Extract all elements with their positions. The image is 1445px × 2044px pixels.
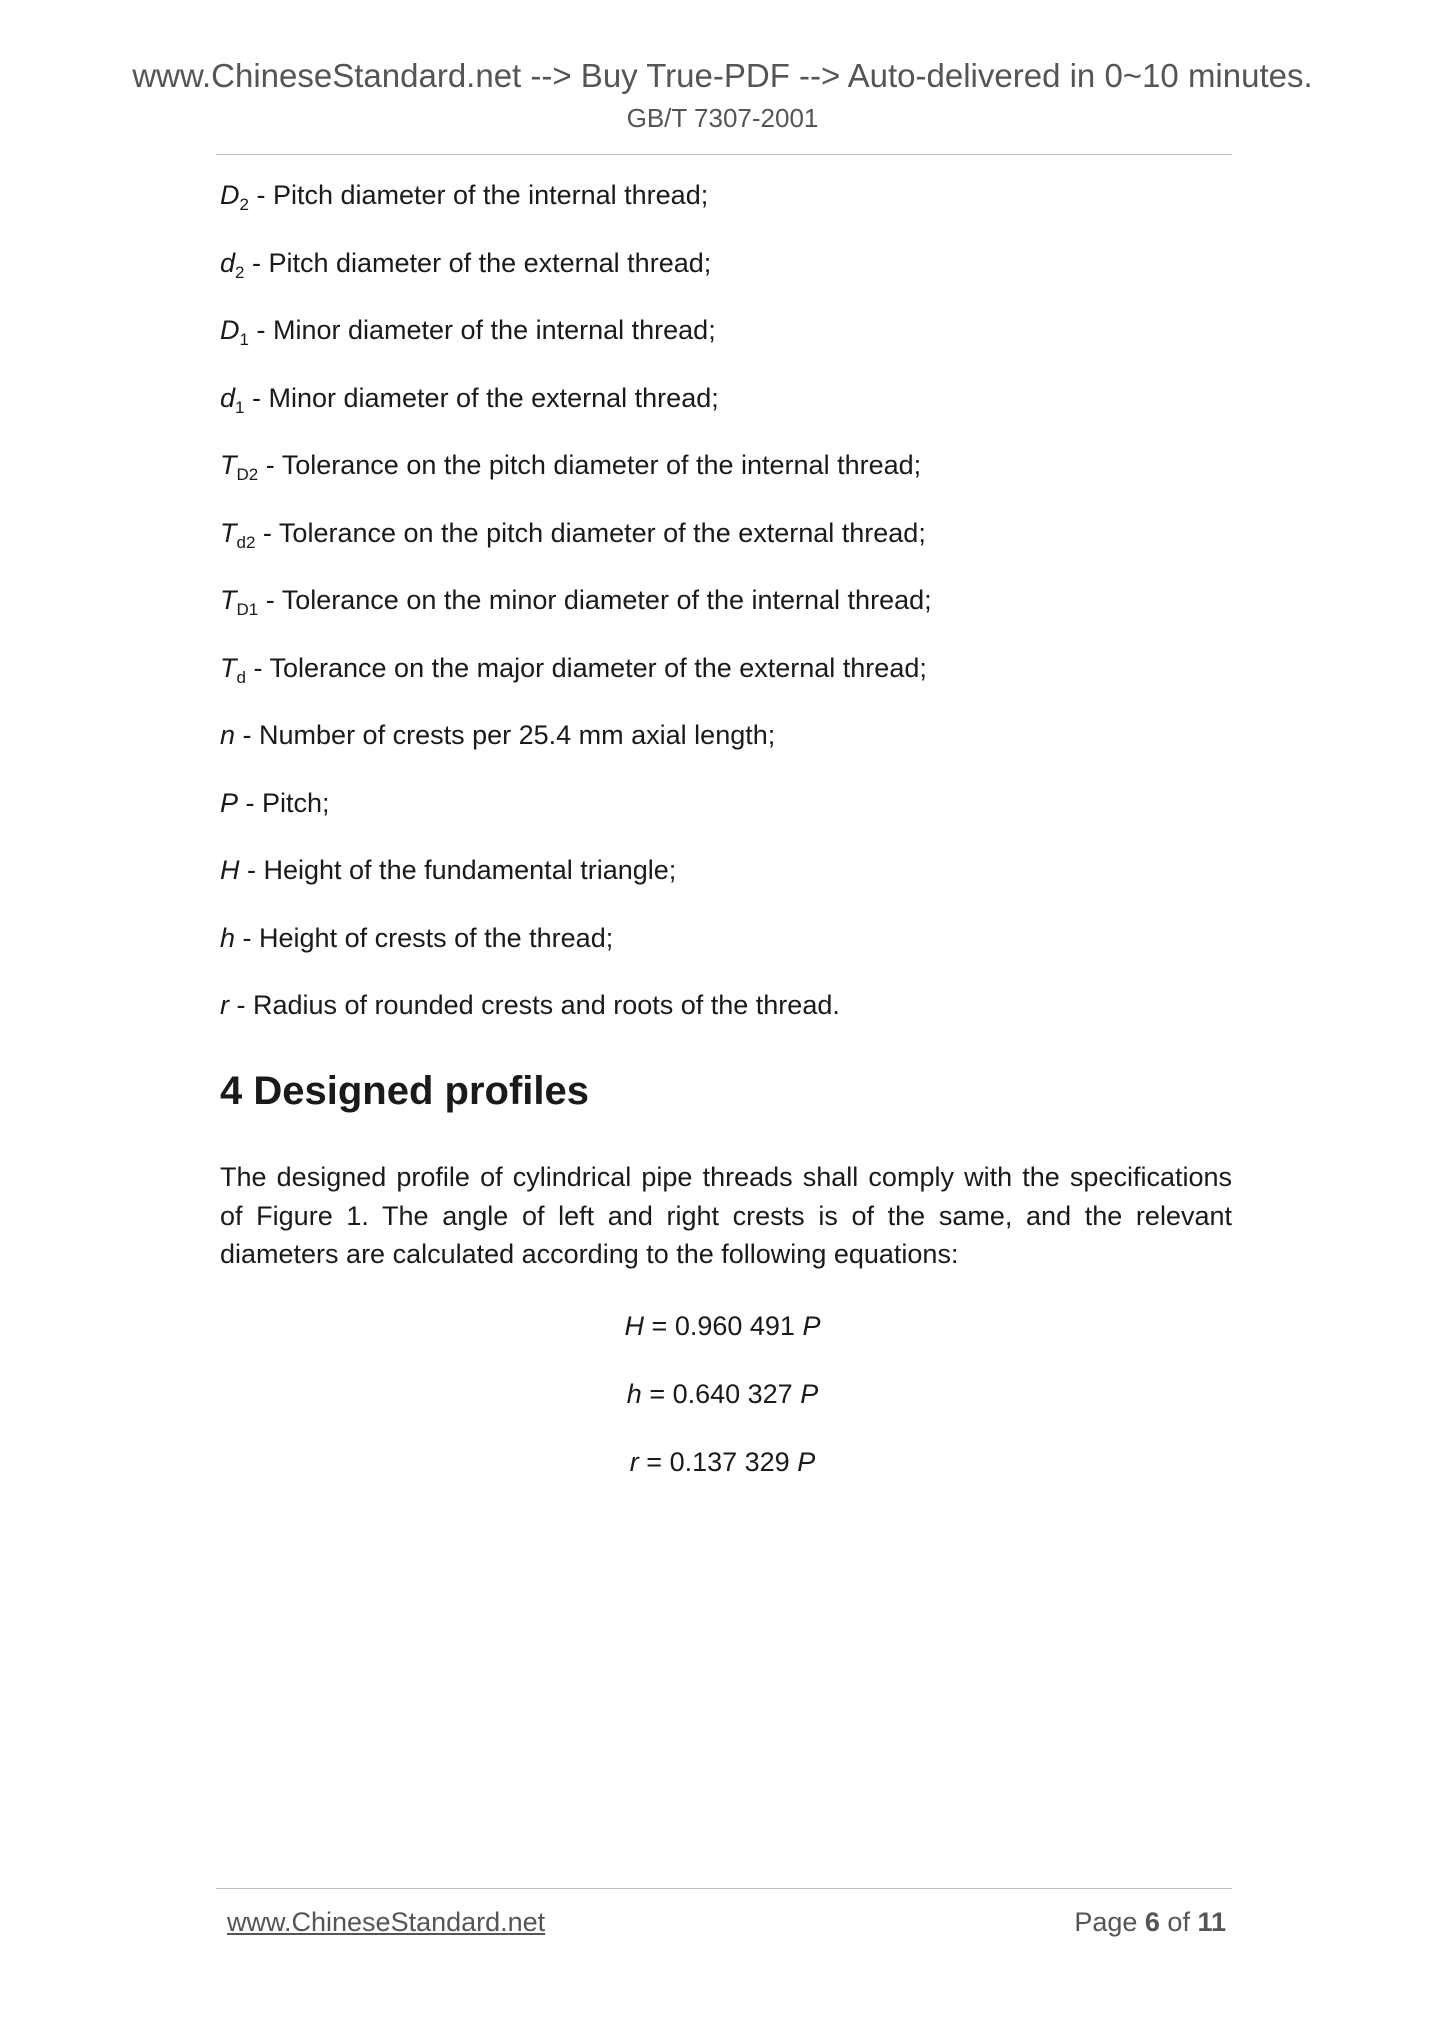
equation-rhs: P — [802, 1311, 821, 1341]
definition-item — [220, 648, 1220, 688]
definition-text: - Minor diameter of the external thread; — [244, 382, 719, 413]
definition-symbol: H — [220, 855, 240, 885]
definition-text: - Tolerance on the pitch diameter of the external thread; — [255, 517, 926, 548]
definition-item — [220, 715, 1220, 755]
definition-subscript: D1 — [236, 600, 259, 619]
equation-value: = 0.960 491 — [644, 1311, 803, 1341]
definition-text: - Tolerance on the pitch diameter of the internal thread; — [258, 450, 922, 480]
section-heading: 4 Designed profiles — [220, 1069, 589, 1113]
definition-symbol: T — [220, 585, 237, 615]
footer-website-link[interactable]: www.ChineseStandard.net — [227, 1907, 546, 1937]
definition-subscript: 1 — [235, 397, 245, 417]
definition-text: - Tolerance on the major diameter of the external thread; — [245, 652, 927, 683]
definition-text: - Radius of rounded crests and roots of the thread. — [229, 990, 840, 1020]
definition-symbol: T — [220, 517, 237, 548]
definition-symbol: D — [220, 180, 240, 210]
definition-text: - Minor diameter of the internal thread; — [248, 315, 716, 345]
definition-symbol: n — [220, 720, 236, 750]
definition-symbol: h — [220, 922, 236, 953]
equation-rhs: P — [800, 1379, 819, 1409]
definition-item — [220, 985, 1220, 1025]
definition-subscript: d — [236, 667, 246, 687]
definition-symbol: T — [220, 652, 237, 683]
equation-lhs: r — [629, 1447, 639, 1477]
page-prefix: Page — [1074, 1907, 1145, 1937]
definition-text: - Height of the fundamental triangle; — [239, 855, 677, 885]
definition-item — [220, 918, 1220, 958]
definition-text: - Pitch; — [238, 787, 330, 818]
definition-text: - Pitch diameter of the internal thread; — [248, 180, 709, 210]
definition-symbol: P — [220, 787, 239, 818]
page-indicator — [1074, 1904, 1226, 1940]
definition-item — [220, 175, 1220, 215]
header-divider — [216, 154, 1232, 155]
definition-symbol: d — [220, 382, 236, 413]
definition-item — [220, 243, 1220, 283]
definition-subscript: d2 — [236, 532, 256, 552]
definition-symbol: T — [220, 450, 237, 480]
equation-value: = 0.137 329 — [638, 1447, 798, 1477]
symbol-definitions — [220, 175, 1220, 1053]
page-current: 6 — [1144, 1907, 1160, 1937]
definition-text: - Pitch diameter of the external thread; — [244, 247, 712, 278]
header-banner: www.ChineseStandard.net --> Buy True-PDF --> Auto-delivered in 0~10 minutes. — [132, 57, 1313, 94]
definition-subscript: D2 — [236, 465, 259, 484]
definition-item — [220, 513, 1220, 553]
equation-lhs: h — [626, 1379, 642, 1409]
equation-lhs: H — [624, 1311, 645, 1341]
page-of: of — [1159, 1907, 1198, 1937]
equation-rhs: P — [797, 1447, 816, 1477]
definition-text: - Number of crests per 25.4 mm axial length; — [235, 720, 776, 750]
equation-value: = 0.640 327 — [641, 1379, 801, 1409]
definition-symbol: D — [220, 315, 240, 345]
definition-item — [220, 580, 1220, 620]
equation-radius — [0, 1444, 1445, 1480]
footer-divider — [216, 1888, 1232, 1889]
equation-height-triangle — [0, 1308, 1445, 1344]
definition-item — [220, 378, 1220, 418]
definition-text: - Tolerance on the minor diameter of the internal thread; — [258, 585, 932, 615]
definition-symbol: r — [220, 990, 229, 1020]
definition-subscript: 2 — [239, 195, 249, 214]
document-id: GB/T 7307-2001 — [626, 103, 819, 133]
definition-symbol: d — [220, 247, 236, 278]
definition-subscript: 2 — [235, 262, 245, 282]
section-paragraph: The designed profile of cylindrical pipe threads shall comply with the specifications of Figure 1. The angle of left and right crests is of the same, and the relevant diameters are calculated according to the following equations: — [220, 1162, 1232, 1269]
page-total: 11 — [1197, 1907, 1226, 1937]
definition-text: - Height of crests of the thread; — [235, 922, 614, 953]
definition-item — [220, 445, 1220, 485]
definition-item — [220, 783, 1220, 823]
equation-height-crest — [0, 1376, 1445, 1412]
definition-subscript: 1 — [239, 330, 249, 349]
definition-item — [220, 310, 1220, 350]
definition-item — [220, 850, 1220, 890]
